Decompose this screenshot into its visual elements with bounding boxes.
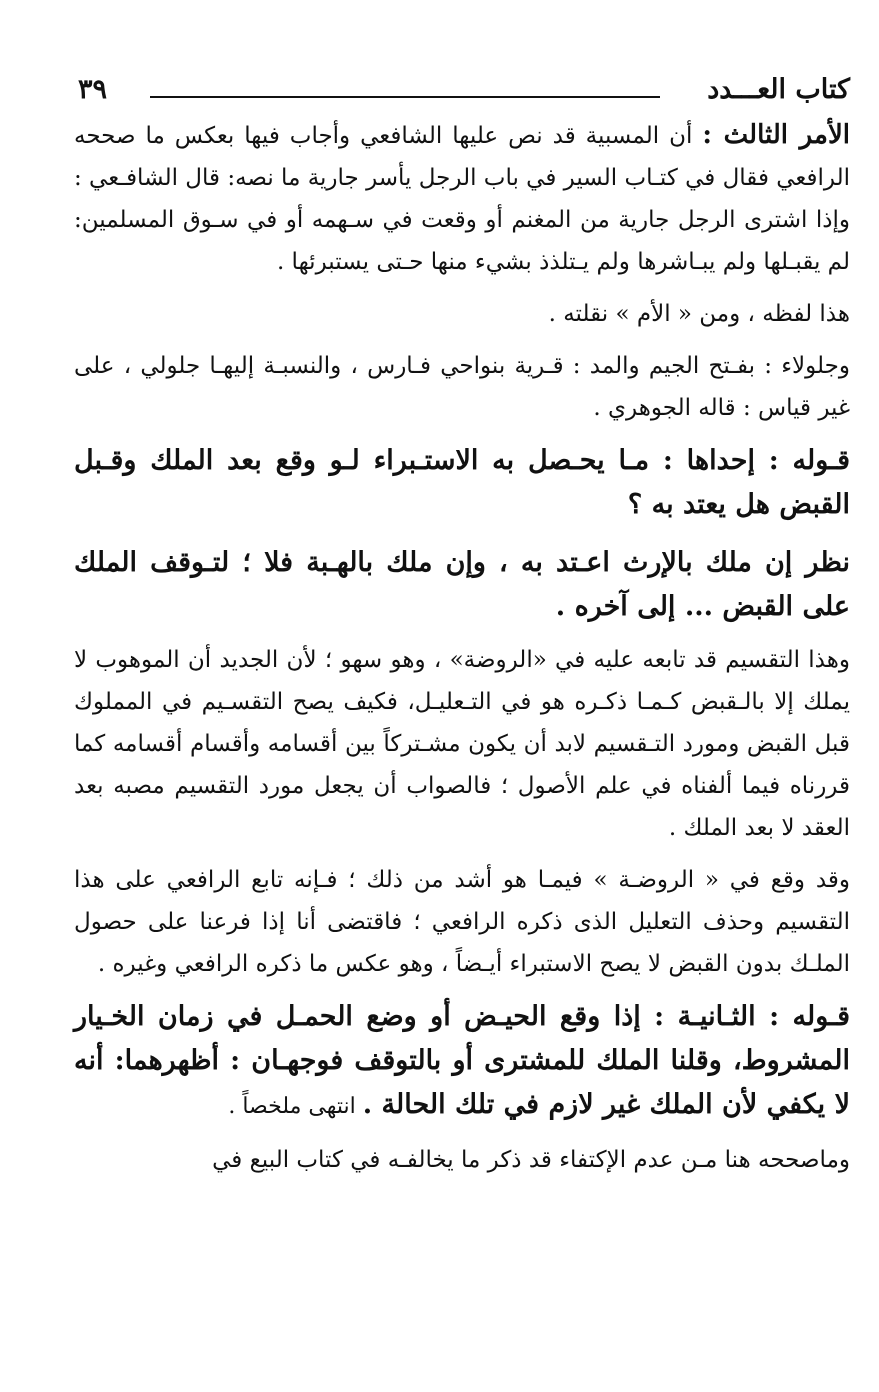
quoted-statement-3 bbox=[74, 995, 850, 1129]
paragraph-rawda-note: وقد وقع في « الروضـة » فيمـا هو أشد من ذلك ؛ فـإنه تابع الرافعي على هذا التقسيم وحذف التعليل الذى ذكره الرافعي ؛ فاقتضى أنا إذا فرعنا على حصول الملـك بدون القبض لا يصح الاستبراء أيـضاً ، وهو عكس ما ذكره الرافعي وغيره . bbox=[74, 867, 850, 977]
quoted-statement-3-text: قـوله : الثـانيـة : إذا وقع الحيـض أو وضع الحمـل في زمان الخـيار المشروط، وقلنا الملك للمشترى أو بالتوقف فوجهـان : أظهرهما: أنه لا يكفي لأن الملك غير لازم في تلك الحالة . bbox=[74, 1001, 851, 1120]
quoted-statement-1: قـوله : إحداها : مـا يحـصل به الاستـبراء لـو وقع بعد الملك وقـبل القبض هل يعتد به ؟ bbox=[74, 445, 850, 520]
paragraph-lead: الأمر الثالث : bbox=[702, 120, 851, 150]
paragraph-jalula-note: وجلولاء : بفـتح الجيم والمد : قـرية بنواحي فـارس ، والنسبـة إليهـا جلولي ، على غير قياس : قاله الجوهري . bbox=[74, 353, 850, 421]
quoted-statement-3-tail: انتهى ملخصاً . bbox=[228, 1094, 363, 1119]
paragraph-continuation: وماصححه هنا مـن عدم الإكتفاء قد ذكر ما يخالفـه في كتاب البيع في bbox=[212, 1147, 850, 1173]
book-page bbox=[74, 74, 850, 1354]
book-title: كتاب العـــدد bbox=[707, 74, 850, 105]
paragraph-source-note: هذا لفظه ، ومن « الأم » نقلته . bbox=[548, 301, 850, 327]
running-header bbox=[74, 74, 850, 114]
paragraph-third-matter bbox=[74, 114, 850, 283]
paragraph-body: أن المسبية قد نص عليها الشافعي وأجاب فيها بعكس ما صححه الرافعي فقال في كتـاب السير في باب الرجل يأسر جارية ما نصه: قال الشافـعي : وإذا اشترى الرجل جارية من المغنم أو وقعت في سـهمه أو في سـوق المسلمين: لم يقبـلها ولم يبـاشرها ولم يـتلذذ بشيء منها حـتى يستبرئها . bbox=[74, 123, 850, 275]
paragraph-taqsim-critique: وهذا التقسيم قد تابعه عليه في «الروضة» ، وهو سهو ؛ لأن الجديد أن الموهوب لا يملك إلا بالـقبض كـمـا ذكـره هو في التـعليـل، فكيف يصح التقسـيم في المملوك قبل القبض ومورد التـقسيم لابد أن يكون مشـتركاً بين أقسامه وأقسام أقسامه كما قررناه فيما ألفناه في علم الأصول ؛ فالصواب أن يجعل مورد التقسيم مصبه بعد العقد لا بعد الملك . bbox=[74, 647, 850, 841]
page-number: ٣٩ bbox=[78, 74, 108, 105]
quoted-statement-2: نظر إن ملك بالإرث اعـتد به ، وإن ملك بالهـبة فلا ؛ لتـوقف الملك على القبض ... إلى آخره . bbox=[74, 547, 850, 622]
header-rule bbox=[150, 96, 660, 98]
